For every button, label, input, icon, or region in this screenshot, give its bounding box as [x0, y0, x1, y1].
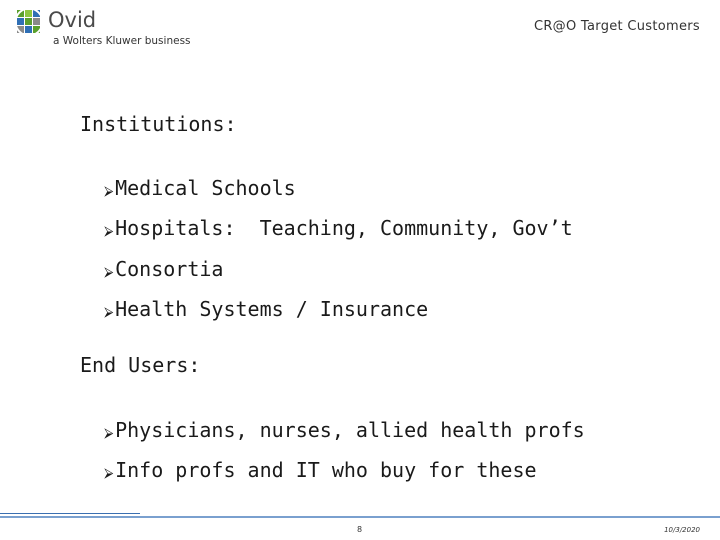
- bullet-text: Consortia: [115, 257, 224, 281]
- arrowhead-bullet-icon: ⮚: [104, 265, 114, 280]
- footer-rule: [0, 516, 720, 518]
- arrowhead-bullet-icon: ⮚: [104, 305, 114, 320]
- logo-tagline: a Wolters Kluwer business: [53, 35, 191, 47]
- bullet-item: [80, 273, 428, 321]
- bullet-item: [80, 434, 537, 482]
- bullet-text: Health Systems / Insurance: [115, 297, 429, 321]
- arrowhead-bullet-icon: ⮚: [104, 426, 114, 441]
- section-heading-institutions: Institutions:: [80, 112, 237, 136]
- slide-date: 10/3/2020: [664, 526, 700, 534]
- arrowhead-bullet-icon: ⮚: [104, 184, 114, 199]
- page-number: 8: [357, 525, 363, 534]
- slide-header-title: CR@O Target Customers: [533, 19, 700, 34]
- ovid-logo-icon: [12, 6, 46, 40]
- bullet-text: Physicians, nurses, allied health profs: [115, 418, 585, 442]
- logo-wordmark: Ovid: [48, 8, 97, 32]
- bullet-text: Medical Schools: [115, 176, 296, 200]
- bullet-text: Hospitals: Teaching, Community, Gov’t: [115, 216, 573, 240]
- arrowhead-bullet-icon: ⮚: [104, 224, 114, 239]
- ovid-logo: [12, 6, 212, 50]
- section-heading-end-users: End Users:: [80, 353, 201, 377]
- bullet-text: Info profs and IT who buy for these: [115, 458, 537, 482]
- arrowhead-bullet-icon: ⮚: [104, 466, 114, 481]
- footer-accent-rule: [0, 513, 140, 514]
